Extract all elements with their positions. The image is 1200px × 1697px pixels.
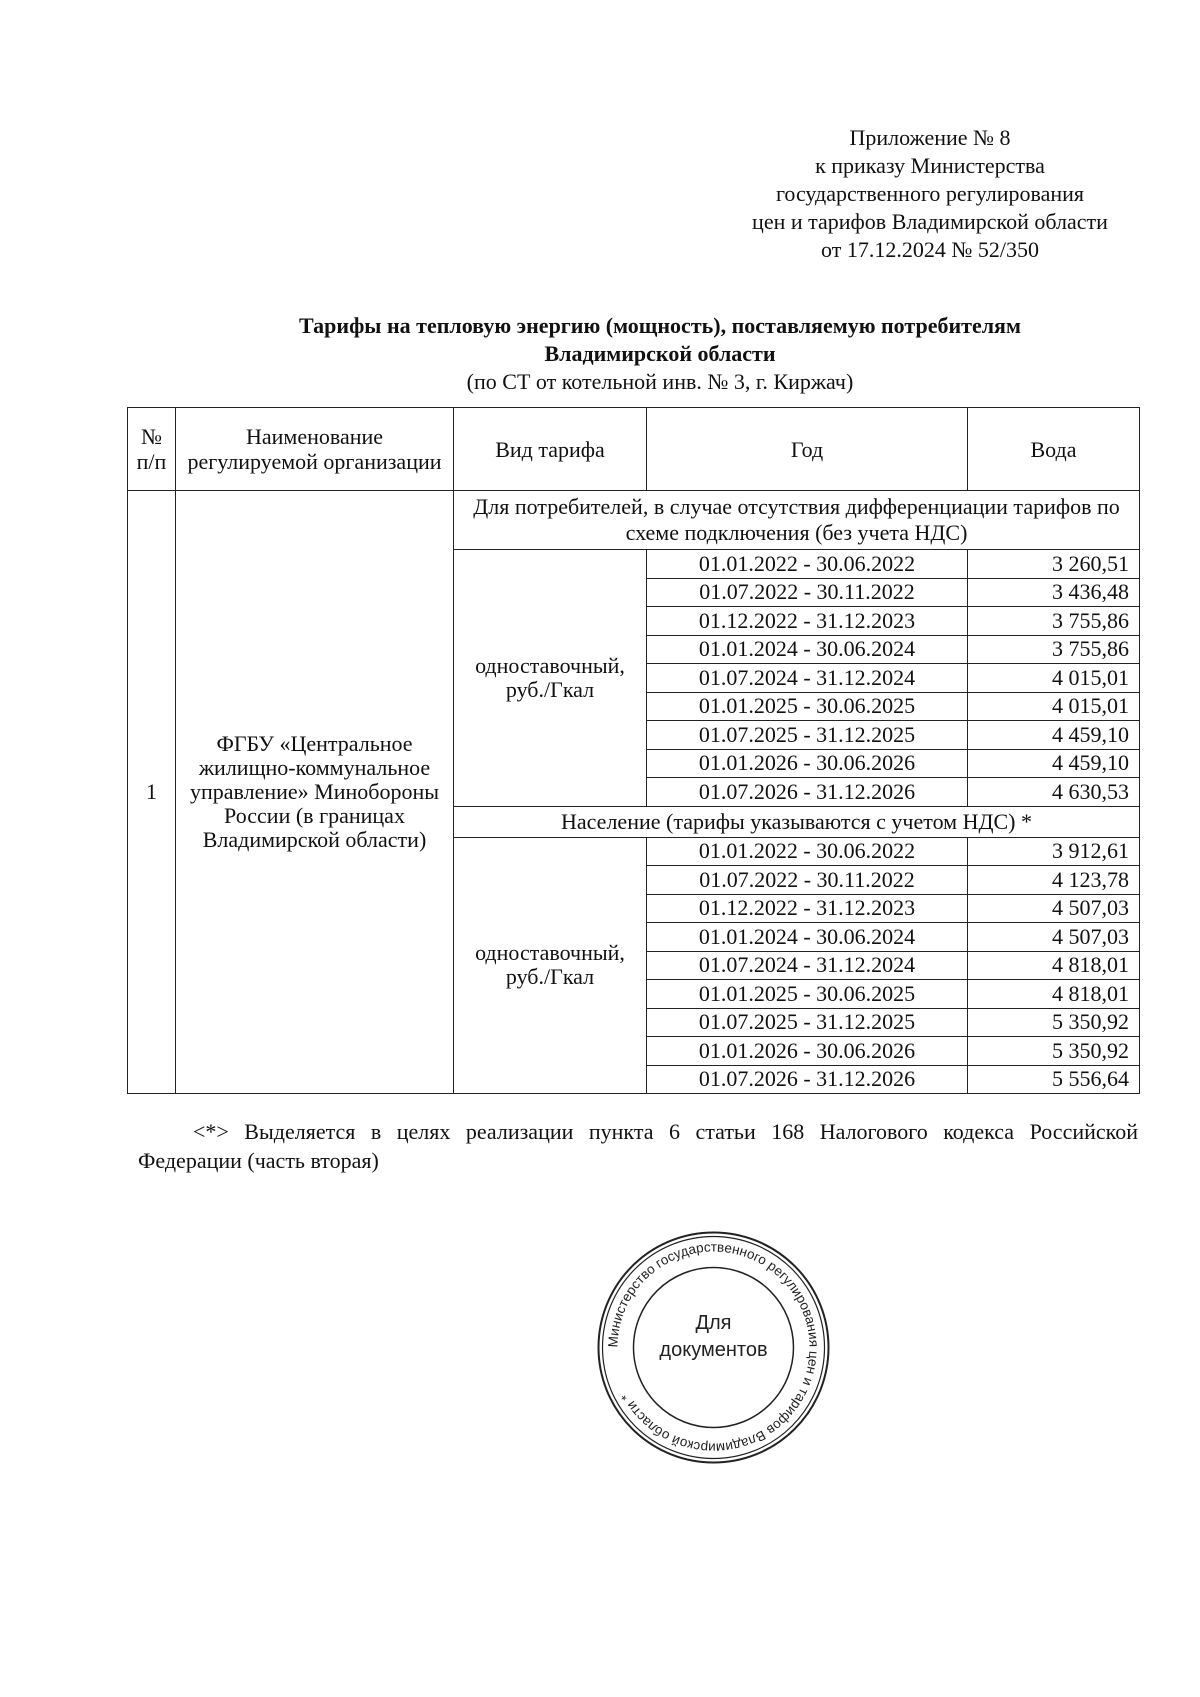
section-title: Для потребителей, в случае отсутствия дифференциации тарифов по схеме подключения (без учета НДС) [454, 491, 1140, 550]
stamp-center-text [596, 1310, 831, 1364]
period-cell: 01.12.2022 - 31.12.2023 [647, 607, 968, 636]
value-cell: 5 350,92 [968, 1037, 1140, 1066]
value-cell: 4 459,10 [968, 721, 1140, 750]
tariff-type-cell: одноставочный, руб./Гкал [454, 550, 647, 807]
title-line-1: Тарифы на тепловую энергию (мощность), поставляемую потребителям [299, 313, 1021, 338]
title-subtitle: (по СТ от котельной инв. № 3, г. Киржач) [466, 369, 854, 394]
period-cell: 01.01.2024 - 30.06.2024 [647, 923, 968, 952]
period-cell: 01.01.2026 - 30.06.2026 [647, 749, 968, 778]
period-cell: 01.07.2024 - 31.12.2024 [647, 664, 968, 693]
title-line-2: Владимирской области [544, 341, 776, 366]
appendix-line: от 17.12.2024 № 52/350 [821, 237, 1039, 262]
document-title [120, 312, 1200, 396]
value-cell: 5 556,64 [968, 1065, 1140, 1094]
table-header-row [128, 408, 1140, 491]
footnote-line-2: Федерации (часть вторая) [138, 1148, 379, 1173]
value-cell: 4 123,78 [968, 866, 1140, 895]
stamp-center-line-2: документов [659, 1339, 768, 1361]
header-year: Год [647, 408, 968, 491]
header-organization: Наименование регулируемой организации [176, 408, 454, 491]
row-number: 1 [128, 491, 176, 1094]
footnote-line-1: <*> Выделяется в целях реализации пункта 6 статьи 168 Налогового кодекса Российской [193, 1119, 1138, 1144]
tariffs-table [127, 407, 1140, 1094]
appendix-line: государственного регулирования [775, 181, 1085, 206]
value-cell: 4 015,01 [968, 692, 1140, 721]
stamp-ring-text: Министерство государственного регулирования цен и тарифов Владимирской области * [605, 1239, 822, 1456]
value-cell: 4 015,01 [968, 664, 1140, 693]
stamp-center-line-1: Для [695, 1312, 732, 1334]
period-cell: 01.07.2022 - 30.11.2022 [647, 578, 968, 607]
value-cell: 4 459,10 [968, 749, 1140, 778]
period-cell: 01.12.2022 - 31.12.2023 [647, 894, 968, 923]
appendix-line: к приказу Министерства [815, 153, 1045, 178]
period-cell: 01.01.2025 - 30.06.2025 [647, 980, 968, 1009]
period-cell: 01.01.2022 - 30.06.2022 [647, 550, 968, 579]
section-title: Население (тарифы указываются с учетом НДС) * [454, 806, 1140, 837]
period-cell: 01.07.2025 - 31.12.2025 [647, 1008, 968, 1037]
value-cell: 4 507,03 [968, 923, 1140, 952]
section-row [128, 491, 1140, 550]
value-cell: 4 507,03 [968, 894, 1140, 923]
period-cell: 01.01.2025 - 30.06.2025 [647, 692, 968, 721]
period-cell: 01.07.2022 - 30.11.2022 [647, 866, 968, 895]
value-cell: 5 350,92 [968, 1008, 1140, 1037]
footnote [138, 1117, 1138, 1175]
period-cell: 01.01.2022 - 30.06.2022 [647, 837, 968, 866]
period-cell: 01.01.2026 - 30.06.2026 [647, 1037, 968, 1066]
period-cell: 01.07.2024 - 31.12.2024 [647, 951, 968, 980]
value-cell: 4 818,01 [968, 951, 1140, 980]
appendix-line: Приложение № 8 [849, 125, 1011, 150]
period-cell: 01.07.2026 - 31.12.2026 [647, 1065, 968, 1094]
value-cell: 3 755,86 [968, 635, 1140, 664]
value-cell: 3 436,48 [968, 578, 1140, 607]
organization-name: ФГБУ «Центральное жилищно-коммунальное управление» Минобороны России (в границах Владимирской области) [176, 491, 454, 1094]
value-cell: 3 755,86 [968, 607, 1140, 636]
header-water: Вода [968, 408, 1140, 491]
period-cell: 01.07.2026 - 31.12.2026 [647, 778, 968, 807]
value-cell: 4 818,01 [968, 980, 1140, 1009]
value-cell: 3 260,51 [968, 550, 1140, 579]
header-tariff-type: Вид тарифа [454, 408, 647, 491]
tariff-type-cell: одноставочный, руб./Гкал [454, 837, 647, 1094]
appendix-reference [720, 124, 1140, 264]
period-cell: 01.01.2024 - 30.06.2024 [647, 635, 968, 664]
value-cell: 3 912,61 [968, 837, 1140, 866]
header-num: № п/п [128, 408, 176, 491]
appendix-line: цен и тарифов Владимирской области [752, 209, 1108, 234]
period-cell: 01.07.2025 - 31.12.2025 [647, 721, 968, 750]
value-cell: 4 630,53 [968, 778, 1140, 807]
